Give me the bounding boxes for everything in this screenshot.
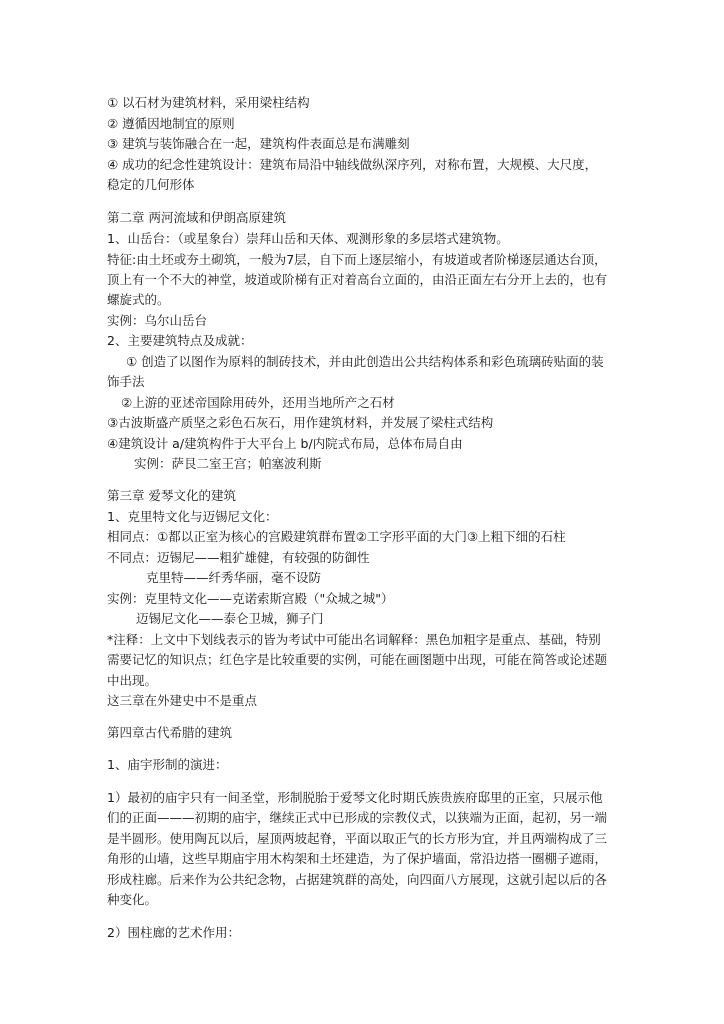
paragraph-line: 1）最初的庙宇只有一间圣堂，形制脱胎于爱琴文化时期氏族贵族府邸里的正室，只展示他: [107, 790, 603, 805]
paragraph-line: 克里特——纤秀华丽，毫不设防: [146, 570, 322, 585]
paragraph-line: 们的正面———初期的庙宇，继续正式中已形成的宗教仪式，以狭端为正面，起初，另一端: [107, 810, 608, 825]
chapter-2-title: 第二章 两河流域和伊朗高原建筑: [107, 210, 286, 225]
section-heading: 1、庙宇形制的演进：: [107, 757, 228, 772]
section-heading: 2、主要建筑特点及成就：: [107, 333, 253, 348]
list-item: ②上游的亚述帝国除用砖外，还用当地所产之石材: [121, 395, 395, 410]
list-item-continuation: 稳定的几何形体: [107, 177, 195, 192]
list-item-continuation: 饰手法: [107, 374, 145, 389]
note-line: 中出现。: [107, 673, 158, 688]
list-item: ③ 建筑与装饰融合在一起，建筑构件表面总是布满雕刻: [107, 136, 410, 151]
note-line: *注释：上文中下划线表示的皆为考试中可能出名词解释：黑色加粗字是重点、基础，特别: [107, 632, 601, 647]
paragraph-line: 不同点：迈锡尼——粗犷雄健，有较强的防御性: [107, 550, 370, 565]
note-line: 这三章在外建史中不是重点: [107, 693, 258, 708]
list-item: ③古波斯盛产质坚之彩色石灰石，用作建筑材料，并发展了梁柱式结构: [107, 415, 494, 430]
list-item: ① 创造了以图作为原料的制砖技术，并由此创造出公共结构体系和彩色琉璃砖贴面的装: [126, 354, 604, 369]
paragraph-line: 顶上有一个不大的神堂，坡道或阶梯有正对着高台立面的，由沿正面左右分开上去的，也有: [107, 272, 608, 287]
example-line: 实例：萨艮二室王宫；帕塞波利斯: [134, 456, 322, 471]
example-line: 实例：克里特文化——克诺索斯宫殿（"众城之城"）: [107, 591, 394, 606]
list-item: ② 遵循因地制宜的原则: [107, 116, 235, 131]
list-item: ① 以石材为建筑材料，采用梁柱结构: [107, 95, 310, 110]
paragraph-line: 角形的山墙，这些早期庙宇用木构架和土坯建造，为了保护墙面，常沿边搭一圈棚子遮雨，: [107, 851, 608, 866]
list-item: ④ 成功的纪念性建筑设计：建筑布局沿中轴线做纵深序列，对称布置，大规模、大尺度，: [107, 157, 598, 172]
example-line: 迈锡尼文化——泰仑卫城，狮子门: [136, 611, 324, 626]
chapter-4-title: 第四章古代希腊的建筑: [107, 725, 233, 740]
section-heading: 1、克里特文化与迈锡尼文化：: [107, 509, 278, 524]
chapter-3-title: 第三章 爱琴文化的建筑: [107, 488, 236, 503]
paragraph-line: 螺旋式的。: [107, 292, 170, 307]
paragraph-line: 相同点：①都以正室为核心的宫殿建筑群布置②工字形平面的大门③上粗下细的石柱: [107, 529, 566, 544]
paragraph-line: 形成柱廊。后来作为公共纪念物，占据建筑群的高处，向四面八方展现，这就引起以后的各: [107, 872, 608, 887]
note-line: 需要记忆的知识点；红色字是比较重要的实例，可能在画图题中出现，可能在简答或论述题: [107, 652, 608, 667]
list-item: ④建筑设计 a/建筑构件于大平台上 b/内院式布局，总体布局自由: [107, 436, 463, 451]
paragraph-line: 特征:由土坯或夯土砌筑，一般为7层，自下而上逐层缩小，有坡道或者阶梯逐层通达台顶，: [107, 252, 607, 267]
section-heading: 1、山岳台：（或星象台）崇拜山岳和天体、观测形象的多层塔式建筑物。: [107, 231, 509, 246]
paragraph-line: 种变化。: [107, 892, 158, 907]
paragraph-line: 是半圆形。使用陶瓦以后，屋顶两坡起脊，平面以取正气的长方形为宜，并且两端构成了三: [107, 831, 608, 846]
example-line: 实例：乌尔山岳台: [107, 313, 208, 328]
paragraph-line: 2）围柱廊的艺术作用：: [107, 925, 240, 940]
